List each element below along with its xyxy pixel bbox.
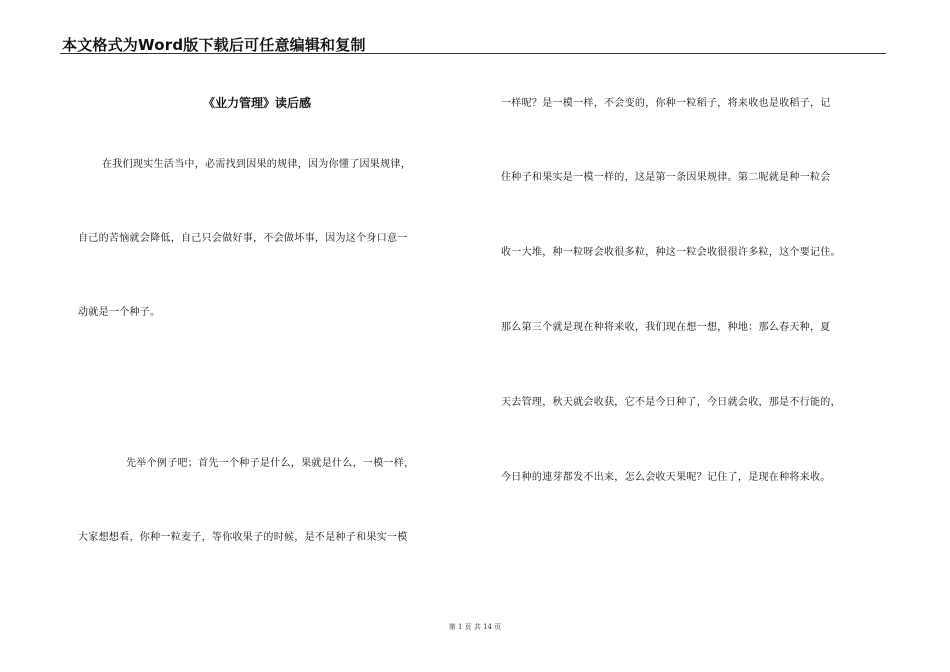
paragraph-line: 一样呢？是一模一样，不会变的，你种一粒稻子，将来收也是收稻子，记 — [501, 98, 831, 109]
paragraph-line: 住种子和果实是一模一样的，这是第一条因果规律。第二呢就是种一粒会 — [501, 172, 831, 183]
paragraph-line: 大家想想看，你种一粒麦子，等你收果子的时候，是不是种子和果实一模 — [78, 532, 408, 543]
paragraph-line: 那么第三个就是现在种将来收，我们现在想一想，种地：那么春天种，夏 — [501, 322, 831, 333]
paragraph-line: 在我们现实生活当中，必需找到因果的规律，因为你懂了因果规律， — [102, 159, 411, 170]
paragraph-line: 收一大堆，种一粒呀会收很多粒，种这一粒会收很很许多粒，这个要记住。 — [501, 247, 841, 258]
paragraph-line: 天去管理，秋天就会收获，它不是今日种了，今日就会收，那是不行能的， — [501, 397, 841, 408]
paragraph-line: 动就是一个种子。 — [78, 307, 161, 318]
header-divider — [60, 53, 886, 54]
paragraph-line: 自己的苦恼就会降低，自己只会做好事，不会做坏事，因为这个身口意一 — [78, 233, 408, 244]
page-number: 第 1 页 共 14 页 — [448, 623, 502, 631]
header-title: 本文格式为Word版下载后可任意编辑和复制 — [62, 36, 366, 54]
document-title: 《业力管理》读后感 — [203, 96, 312, 110]
paragraph-line: 今日种的連芽都发不出来，怎么会收天果呢？记住了，是现在种将来收。 — [501, 472, 831, 483]
paragraph-line: 先举个例子吧；首先一个种子是什么，果就是什么，一模一样， — [126, 458, 415, 469]
